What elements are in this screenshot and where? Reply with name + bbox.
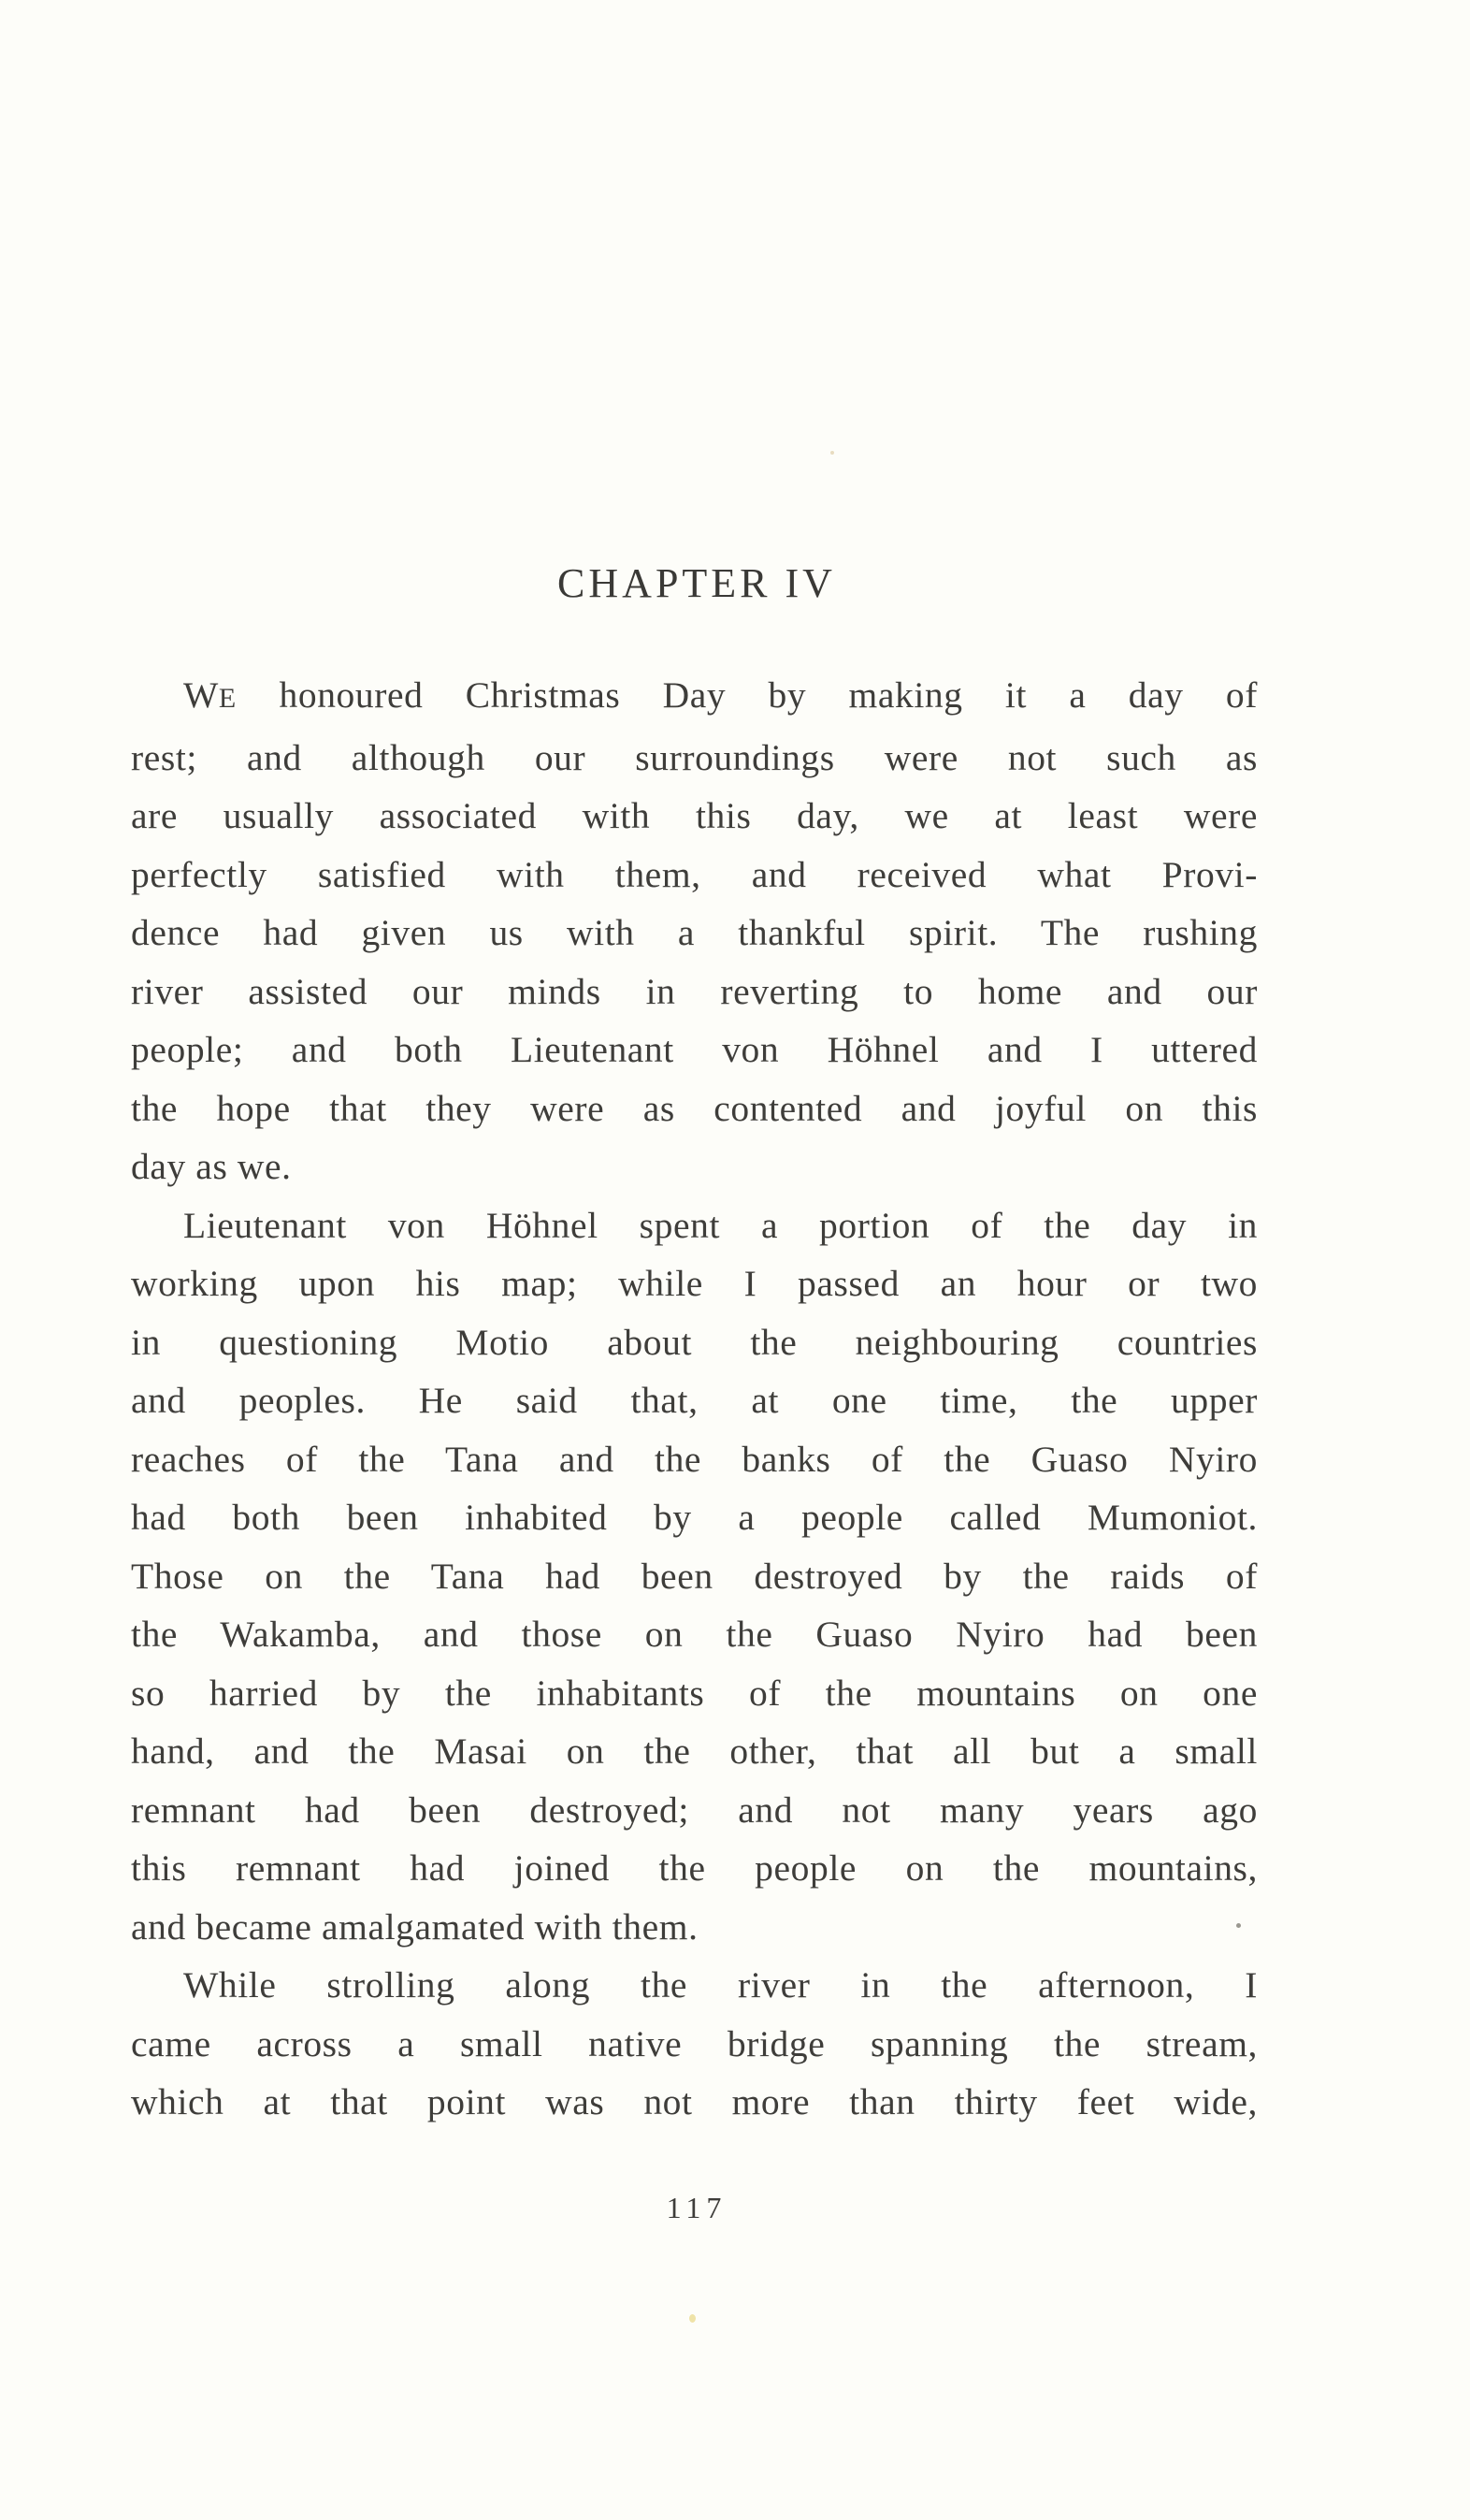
text-line: and peoples. He said that, at one time, the upper (131, 1380, 1258, 1421)
drop-letter: W (183, 674, 219, 716)
body-text (131, 666, 1258, 2132)
paper-speck (1236, 1923, 1241, 1928)
text-line: perfectly satisfied with them, and received what Provi- (131, 853, 1258, 895)
text-line: came across a small native bridge spanning the stream, (131, 2022, 1258, 2064)
text-line: had both been inhabited by a people called Mumoniot. (131, 1497, 1258, 1538)
text-line: Lieutenant von Höhnel spent a portion of the day in (183, 1204, 1258, 1246)
text-line: working upon his map; while I passed an hour or two (131, 1263, 1258, 1304)
text-line: people; and both Lieutenant von Höhnel and I uttered (131, 1029, 1258, 1070)
text-line: rest; and although our surroundings were not such as (131, 736, 1258, 778)
text-line: dence had given us with a thankful spirit. The rushing (131, 912, 1258, 953)
text-line: hand, and the Masai on the other, that all but a small (131, 1731, 1258, 1772)
paper-speck (830, 451, 834, 455)
smallcaps-letters: E (218, 683, 238, 714)
line-text: honoured Christmas Day by making it a day of (237, 674, 1258, 716)
text-line: day as we. (131, 1146, 292, 1187)
paragraph-1-line-1 (131, 666, 1258, 729)
text-line: reaches of the Tana and the banks of the Guaso Nyiro (131, 1438, 1258, 1480)
text-line: river assisted our minds in reverting to home and our (131, 970, 1258, 1012)
text-line: Those on the Tana had been destroyed by the raids of (131, 1555, 1258, 1597)
page-number: 117 (666, 2191, 728, 2224)
text-line: the hope that they were as contented and joyful on this (131, 1087, 1258, 1129)
text-line: so harried by the inhabitants of the mountains on one (131, 1672, 1258, 1714)
text-line: remnant had been destroyed; and not many years ago (131, 1789, 1258, 1831)
text-line: which at that point was not more than thirty feet wide, (131, 2081, 1258, 2122)
text-line: this remnant had joined the people on the mountains, (131, 1847, 1258, 1889)
text-line: in questioning Motio about the neighbouring countries (131, 1321, 1258, 1363)
text-line: and became amalgamated with them. (131, 1905, 699, 1948)
text-line: the Wakamba, and those on the Guaso Nyiro had been (131, 1614, 1258, 1655)
text-line: While strolling along the river in the afternoon, I (183, 1964, 1258, 2006)
text-line: are usually associated with this day, we at least were (131, 795, 1258, 836)
paper-speck (689, 2314, 696, 2323)
chapter-heading: CHAPTER IV (557, 560, 836, 606)
